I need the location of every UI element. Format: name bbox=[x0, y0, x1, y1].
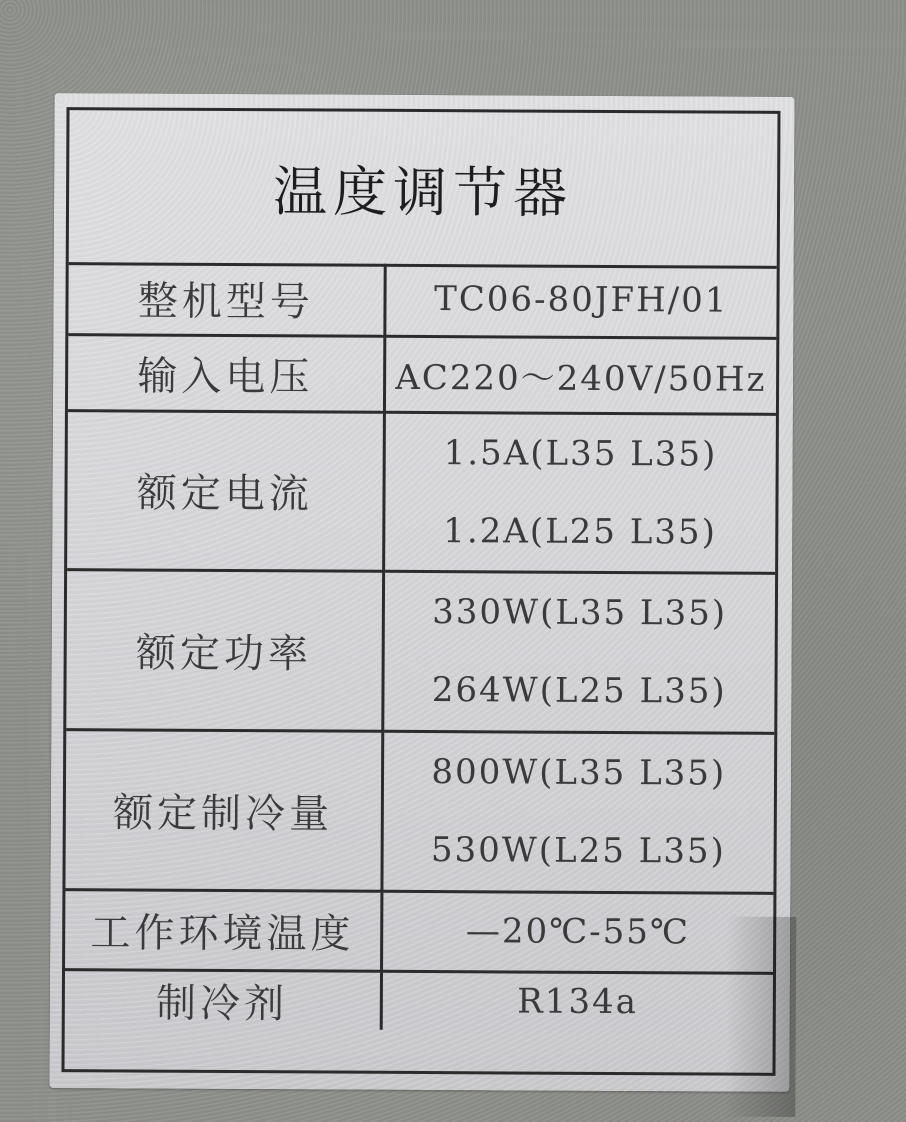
spec-value: R134a bbox=[381, 971, 773, 1032]
spec-value-line: 330W(L35 L35) bbox=[432, 592, 728, 634]
spec-value-group bbox=[382, 571, 775, 733]
spec-row-ambient-temperature bbox=[65, 889, 773, 973]
spec-row-power bbox=[66, 569, 775, 733]
spec-row-current bbox=[67, 410, 776, 573]
nameplate-frame bbox=[61, 107, 780, 1076]
spec-table bbox=[65, 262, 777, 1031]
spec-row-voltage bbox=[68, 334, 776, 414]
spec-value-group bbox=[381, 731, 774, 893]
spec-label: 额定制冷量 bbox=[65, 729, 382, 891]
spec-value-line: 800W(L35 L35) bbox=[431, 752, 727, 794]
spec-value-line: 530W(L25 L35) bbox=[430, 830, 726, 872]
spec-label: 输入电压 bbox=[68, 334, 384, 412]
spec-value-line: 264W(L25 L35) bbox=[431, 670, 727, 712]
spec-value: TC06-80JFH/01 bbox=[384, 264, 776, 338]
spec-label: 工作环境温度 bbox=[65, 889, 381, 971]
nameplate-title: 温度调节器 bbox=[69, 110, 778, 269]
spec-label: 制冷剂 bbox=[65, 969, 381, 1029]
spec-value-line: 1.5A(L35 L35) bbox=[443, 432, 718, 475]
spec-value-line: 1.2A(L25 L35) bbox=[443, 510, 718, 553]
spec-label: 整机型号 bbox=[68, 262, 384, 336]
spec-value-group bbox=[383, 412, 776, 573]
nameplate bbox=[49, 93, 794, 1092]
spec-row-model bbox=[68, 262, 776, 338]
spec-label: 额定电流 bbox=[67, 410, 384, 571]
spec-row-refrigerant bbox=[65, 969, 773, 1031]
spec-value: AC220～240V/50Hz bbox=[384, 336, 776, 414]
spec-row-cooling-capacity bbox=[65, 729, 774, 893]
spec-label: 额定功率 bbox=[66, 569, 383, 731]
spec-value: —20℃-55℃ bbox=[381, 891, 773, 973]
